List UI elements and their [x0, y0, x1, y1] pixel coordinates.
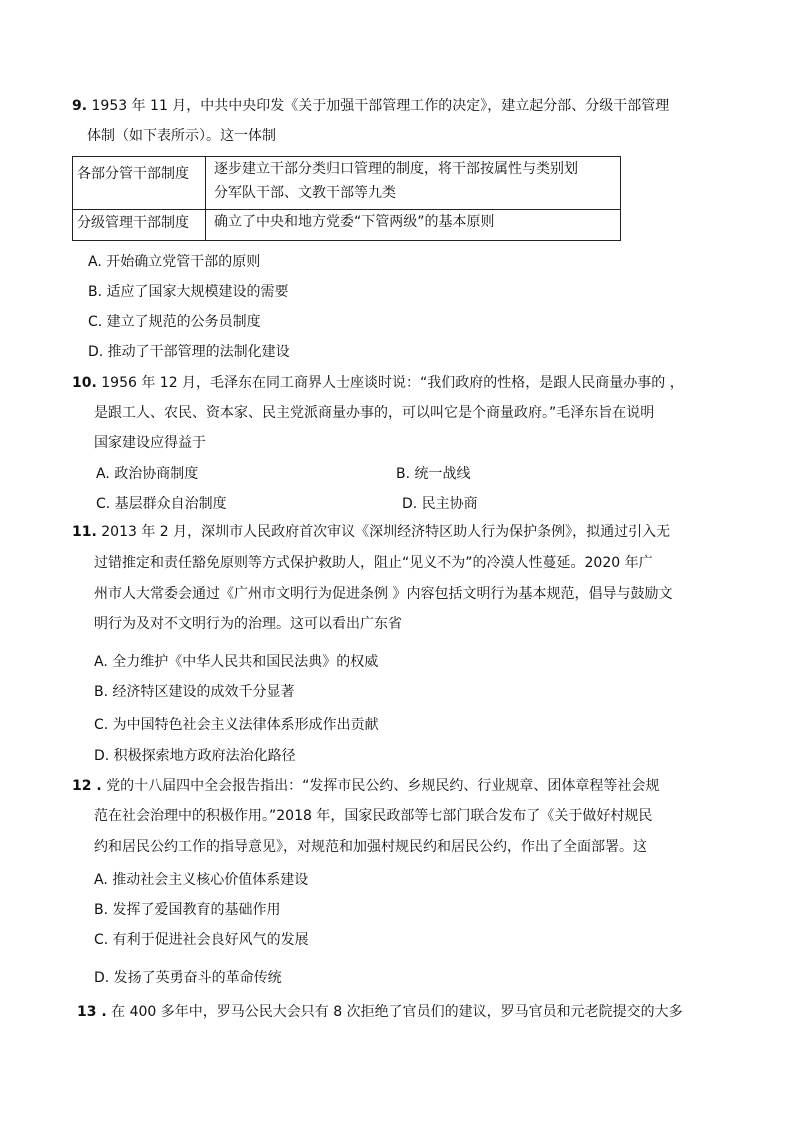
question-13-number: 13 .	[77, 1004, 107, 1020]
question-10-option-a[interactable]: A. 政治协商制度	[96, 466, 199, 482]
question-12-stem-line-3: 约和居民公约工作的指导意见》，对规范和加强村规民约和居民公约，作出了全面部署。这	[94, 839, 647, 855]
question-10-stem-line-1: 10. 1956 年 12 月，毛泽东在同工商界人士座谈时说：“我们政府的性格，是跟人民商量办事的 ，	[72, 375, 684, 391]
question-11-stem-line-2: 过错推定和责任豁免原则等方式保护救助人，阻止“见义不为”的冷漠人性蔓延。2020 年广	[94, 555, 653, 571]
question-9-option-b[interactable]: B. 适应了国家大规模建设的需要	[88, 284, 289, 300]
question-13-stem-line-1: 13 . 在 400 多年中，罗马公民大会只有 8 次拒绝了官员们的建议，罗马官员和元老院提交的大多	[77, 1004, 683, 1020]
question-11-stem-line-4: 明行为及对不文明行为的治理。这可以看出广东省	[94, 616, 402, 632]
question-10-option-b[interactable]: B. 统一战线	[396, 466, 471, 482]
question-11-stem-line-3: 州市人大常委会通过《广州市文明行为促进条例 》内容包括文明行为基本规范，倡导与鼓励文	[94, 586, 673, 602]
question-12-stem-line-2: 范在社会治理中的积极作用。”2018 年，国家民政部等七部门联合发布了《关于做好村规民	[94, 808, 653, 824]
question-9-option-d[interactable]: D. 推动了干部管理的法制化建设	[88, 344, 290, 360]
question-10-stem-line-3: 国家建设应得益于	[94, 435, 206, 451]
question-9-option-a[interactable]: A. 开始确立党管干部的原则	[88, 254, 261, 270]
question-10-number: 10.	[72, 375, 97, 391]
table-row-content: 逐步建立干部分类归口管理的制度，将干部按属性与类别划 分军队干部、文教干部等九类	[206, 157, 621, 210]
table-row-label: 各部分管干部制度	[73, 157, 206, 210]
question-12-option-c[interactable]: C. 有利于促进社会良好风气的发展	[94, 932, 309, 948]
question-9-stem-line-1: 9. 1953 年 11 月，中共中央印发《关于加强干部管理工作的决定》，建立起分部、分级干部管理	[72, 98, 670, 114]
question-9-option-c[interactable]: C. 建立了规范的公务员制度	[88, 314, 261, 330]
question-10-option-c[interactable]: C. 基层群众自治制度	[96, 496, 227, 512]
question-11-number: 11.	[72, 524, 97, 540]
question-12-stem-line-1: 12 . 党的十八届四中全会报告指出：“发挥市民公约、乡规民约、行业规章、团体章程等社会规	[72, 778, 660, 794]
table-row	[73, 157, 621, 210]
question-10-option-d[interactable]: D. 民主协商	[402, 496, 478, 512]
question-11-option-a[interactable]: A. 全力维护《中华人民共和国民法典》的权威	[94, 654, 379, 670]
table-row	[73, 210, 621, 241]
question-12-number: 12 .	[72, 778, 102, 794]
question-11-option-c[interactable]: C. 为中国特色社会主义法律体系形成作出贡献	[94, 717, 379, 733]
cadre-management-table	[72, 156, 621, 241]
question-12-option-a[interactable]: A. 推动社会主义核心价值体系建设	[94, 872, 309, 888]
question-9-number: 9.	[72, 98, 88, 114]
question-9-stem-line-2: 体制（如下表所示）。这一体制	[87, 128, 276, 144]
question-10-stem-line-2: 是跟工人、农民、资本家、民主党派商量办事的，可以叫它是个商量政府。”毛泽东旨在说明	[94, 405, 655, 421]
table-row-content: 确立了中央和地方党委“下管两级”的基本原则	[206, 210, 621, 241]
question-12-option-b[interactable]: B. 发挥了爱国教育的基础作用	[94, 902, 281, 918]
question-11-option-b[interactable]: B. 经济特区建设的成效千分显著	[94, 684, 295, 700]
question-11-stem-line-1: 11. 2013 年 2 月，深圳市人民政府首次审议《深圳经济特区助人行为保护条例》，拟通过引入无	[72, 524, 671, 540]
table-row-label: 分级管理干部制度	[73, 210, 206, 241]
question-12-option-d[interactable]: D. 发扬了英勇奋斗的革命传统	[94, 970, 282, 986]
question-11-option-d[interactable]: D. 积极探索地方政府法治化路径	[94, 748, 296, 764]
